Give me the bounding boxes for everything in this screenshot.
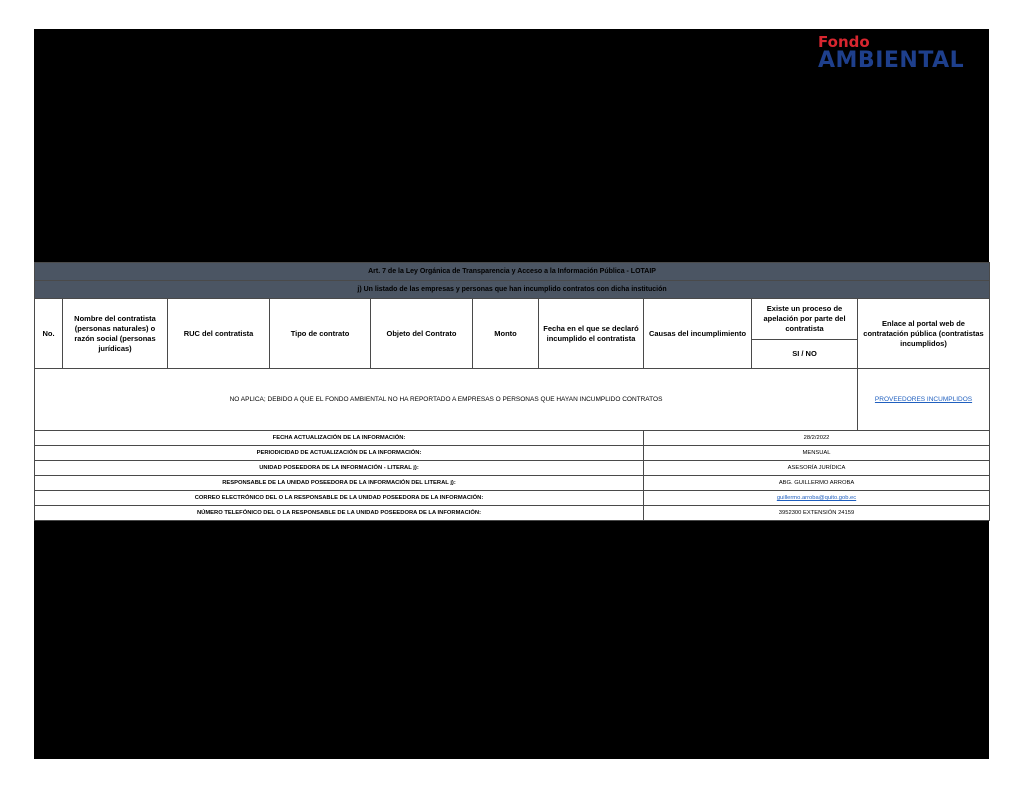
header-fecha: Fecha en el que se declaró incumplido el contratista [539, 299, 644, 369]
lotaip-table [34, 262, 990, 521]
logo-line-2: AMBIENTAL [818, 48, 965, 73]
meta-label: UNIDAD POSEEDORA DE LA INFORMACIÓN - LITERAL j): [35, 461, 644, 476]
meta-row-correo [35, 491, 990, 506]
header-ruc: RUC del contratista [168, 299, 270, 369]
document-page [34, 29, 989, 759]
meta-label: PERIODICIDAD DE ACTUALIZACIÓN DE LA INFORMACIÓN: [35, 446, 644, 461]
meta-row-responsable [35, 476, 990, 491]
header-no: No. [35, 299, 63, 369]
logo-line-1: Fondo [818, 33, 870, 51]
meta-value: ABG. GUILLERMO ARROBA [644, 476, 990, 491]
meta-value: 28/2/2022 [644, 431, 990, 446]
meta-row-telefono [35, 506, 990, 521]
fondo-ambiental-logo [818, 33, 965, 73]
meta-label: FECHA ACTUALIZACIÓN DE LA INFORMACIÓN: [35, 431, 644, 446]
proveedores-incumplidos-link[interactable]: PROVEEDORES INCUMPLIDOS [874, 396, 973, 403]
header-tipo: Tipo de contrato [270, 299, 371, 369]
meta-row-fecha [35, 431, 990, 446]
header-objeto: Objeto del Contrato [371, 299, 473, 369]
header-si-no: SI / NO [752, 340, 858, 369]
meta-label: RESPONSABLE DE LA UNIDAD POSEEDORA DE LA INFORMACIÓN DEL LITERAL j): [35, 476, 644, 491]
meta-value: 3952300 EXTENSIÓN 24159 [644, 506, 990, 521]
no-aplica-notice: NO APLICA; DEBIDO A QUE EL FONDO AMBIENTAL NO HA REPORTADO A EMPRESAS O PERSONAS QUE HAYAN INCUMPLIDO CONTRATOS [35, 369, 858, 431]
header-causas: Causas del incumplimiento [644, 299, 752, 369]
header-nombre: Nombre del contratista (personas naturales) o razón social (personas jurídicas) [63, 299, 168, 369]
header-monto: Monto [473, 299, 539, 369]
email-link[interactable]: guillermo.arroba@quito.gob.ec [776, 495, 857, 501]
meta-value-cell [644, 491, 990, 506]
meta-row-periodicidad [35, 446, 990, 461]
table-title: Art. 7 de la Ley Orgánica de Transparencia y Acceso a la Información Pública - LOTAIP [35, 263, 990, 281]
meta-value: MENSUAL [644, 446, 990, 461]
meta-row-unidad [35, 461, 990, 476]
meta-label: CORREO ELECTRÓNICO DEL O LA RESPONSABLE DE LA UNIDAD POSEEDORA DE LA INFORMACIÓN: [35, 491, 644, 506]
table-subtitle: j) Un listado de las empresas y personas que han incumplido contratos con dicha institución [35, 281, 990, 299]
link-cell [858, 369, 990, 431]
header-apelacion: Existe un proceso de apelación por parte del contratista [752, 299, 858, 340]
meta-value: ASESORÍA JURÍDICA [644, 461, 990, 476]
header-enlace: Enlace al portal web de contratación pública (contratistas incumplidos) [858, 299, 990, 369]
meta-label: NÚMERO TELEFÓNICO DEL O LA RESPONSABLE DE LA UNIDAD POSEEDORA DE LA INFORMACIÓN: [35, 506, 644, 521]
